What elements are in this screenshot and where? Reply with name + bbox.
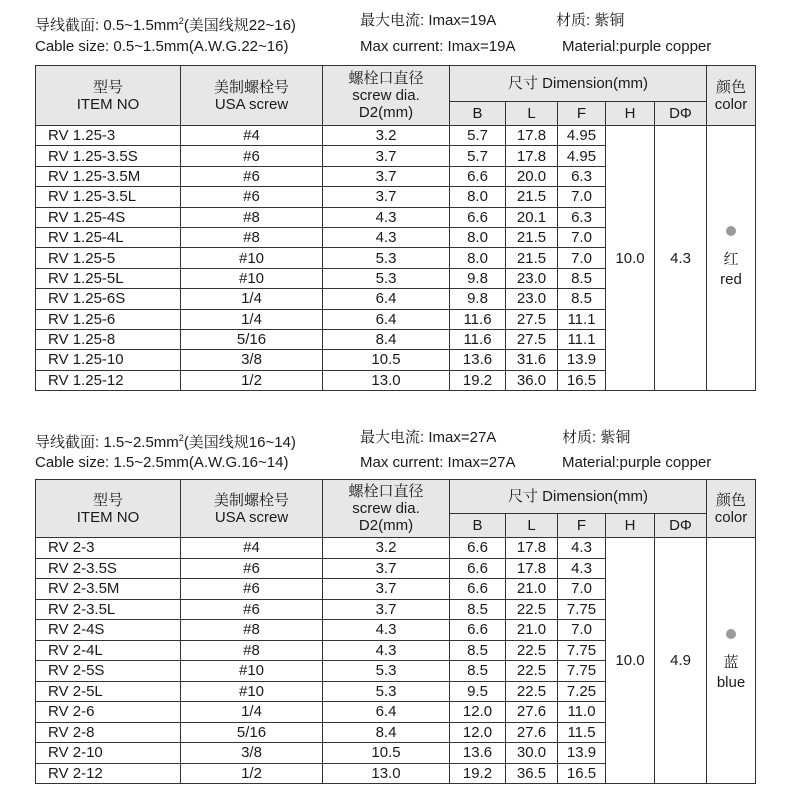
dim-b-cell: 13.6 [450,743,506,764]
header-diameter: 螺栓口直径 screw dia. D2(mm) [323,480,450,538]
dim-l-cell: 22.5 [506,661,558,682]
screw-dia-cell: 5.3 [323,248,450,268]
item-no-cell: RV 1.25-3 [36,126,181,146]
dim-l-cell: 21.5 [506,187,558,207]
header-b: B [450,102,506,126]
item-no-cell: RV 1.25-10 [36,350,181,370]
item-no-cell: RV 2-12 [36,763,181,784]
usa-screw-cell: 1/4 [181,309,323,329]
usa-screw-cell: #8 [181,207,323,227]
usa-screw-cell: #6 [181,187,323,207]
item-no-cell: RV 2-5S [36,661,181,682]
cable-size-en: Cable size: 0.5~1.5mm(A.W.G.22~16) [35,38,289,55]
dim-f-cell: 7.75 [558,640,606,661]
dim-b-cell: 6.6 [450,207,506,227]
dim-f-cell: 7.0 [558,248,606,268]
screw-dia-cell: 3.7 [323,579,450,600]
header-dphi: DΦ [655,102,707,126]
header-f: F [558,102,606,126]
awg-range-cn: (美国线规22~16) [183,17,296,34]
dim-l-cell: 22.5 [506,599,558,620]
screw-dia-cell: 4.3 [323,207,450,227]
awg-range-cn: (美国线规16~14) [183,434,296,451]
item-no-cell: RV 1.25-3.5S [36,146,181,166]
dim-l-cell: 22.5 [506,681,558,702]
usa-screw-cell: #4 [181,538,323,559]
table-body-1 [36,126,756,391]
dim-h-cell: 10.0 [606,126,655,391]
cable-section-cn: 导线截面: 0.5~1.5mm [35,17,179,34]
dim-f-cell: 7.25 [558,681,606,702]
item-no-cell: RV 2-3.5L [36,599,181,620]
dim-f-cell: 7.0 [558,187,606,207]
table-body-2 [36,538,756,784]
dim-b-cell: 8.5 [450,661,506,682]
dim-b-cell: 6.6 [450,538,506,559]
dim-f-cell: 7.0 [558,579,606,600]
max-current-en: Max current: Imax=27A [360,454,516,471]
dim-f-cell: 6.3 [558,166,606,186]
dim-f-cell: 7.75 [558,661,606,682]
color-cell [707,538,756,784]
dim-f-cell: 8.5 [558,289,606,309]
header-b: B [450,514,506,538]
header-l: L [506,514,558,538]
usa-screw-cell: #10 [181,681,323,702]
cable-section-sup: 2 [178,433,184,443]
usa-screw-cell: #6 [181,166,323,186]
dim-f-cell: 16.5 [558,370,606,390]
color-cell [707,126,756,391]
screw-dia-cell: 3.7 [323,187,450,207]
dim-b-cell: 8.0 [450,187,506,207]
dim-l-cell: 20.0 [506,166,558,186]
item-no-cell: RV 1.25-5 [36,248,181,268]
screw-dia-cell: 3.2 [323,126,450,146]
usa-screw-cell: 3/8 [181,350,323,370]
screw-dia-cell: 4.3 [323,227,450,247]
dim-l-cell: 27.6 [506,722,558,743]
screw-dia-cell: 8.4 [323,722,450,743]
dim-dphi-cell: 4.3 [655,126,707,391]
material-en: Material:purple copper [562,454,712,471]
color-name-cn: 红 [723,251,739,269]
usa-screw-cell: #8 [181,640,323,661]
usa-screw-cell: #6 [181,579,323,600]
dim-b-cell: 5.7 [450,146,506,166]
spec-table-2 [35,479,756,784]
dim-b-cell: 9.8 [450,289,506,309]
max-current-cn: 最大电流: Imax=27A [360,429,497,446]
dim-f-cell: 11.1 [558,309,606,329]
table-row [36,126,756,146]
screw-dia-cell: 10.5 [323,350,450,370]
dim-b-cell: 8.0 [450,227,506,247]
item-no-cell: RV 2-3.5S [36,558,181,579]
dim-h-cell: 10.0 [606,538,655,784]
header-diameter: 螺栓口直径 screw dia. D2(mm) [323,66,450,126]
dim-f-cell: 13.9 [558,350,606,370]
item-no-cell: RV 1.25-12 [36,370,181,390]
dim-b-cell: 8.0 [450,248,506,268]
dim-f-cell: 7.0 [558,227,606,247]
dim-f-cell: 6.3 [558,207,606,227]
dim-b-cell: 6.6 [450,579,506,600]
item-no-cell: RV 1.25-5L [36,268,181,288]
header-h: H [606,102,655,126]
item-no-cell: RV 2-8 [36,722,181,743]
dim-f-cell: 11.5 [558,722,606,743]
item-no-cell: RV 2-4S [36,620,181,641]
header-item: 型号 ITEM NO [36,480,181,538]
dim-l-cell: 17.8 [506,126,558,146]
dim-f-cell: 4.3 [558,558,606,579]
color-name-cn: 蓝 [723,653,739,671]
dim-l-cell: 20.1 [506,207,558,227]
usa-screw-cell: #6 [181,599,323,620]
dim-b-cell: 11.6 [450,309,506,329]
dim-f-cell: 4.3 [558,538,606,559]
dim-l-cell: 36.5 [506,763,558,784]
item-no-cell: RV 1.25-4S [36,207,181,227]
dim-l-cell: 30.0 [506,743,558,764]
color-name-en: red [720,271,742,289]
dim-b-cell: 8.5 [450,599,506,620]
usa-screw-cell: #4 [181,126,323,146]
dim-l-cell: 23.0 [506,268,558,288]
screw-dia-cell: 6.4 [323,309,450,329]
item-no-cell: RV 2-3.5M [36,579,181,600]
screw-dia-cell: 6.4 [323,702,450,723]
item-no-cell: RV 1.25-6 [36,309,181,329]
header-item: 型号 ITEM NO [36,66,181,126]
dim-dphi-cell: 4.9 [655,538,707,784]
screw-dia-cell: 3.7 [323,146,450,166]
item-no-cell: RV 2-6 [36,702,181,723]
dim-l-cell: 27.6 [506,702,558,723]
item-no-cell: RV 1.25-8 [36,329,181,349]
dim-f-cell: 11.0 [558,702,606,723]
item-no-cell: RV 2-3 [36,538,181,559]
usa-screw-cell: 1/2 [181,763,323,784]
usa-screw-cell: #6 [181,558,323,579]
max-current-en: Max current: Imax=19A [360,38,516,55]
screw-dia-cell: 5.3 [323,661,450,682]
material-cn: 材质: 紫铜 [556,12,625,29]
dim-l-cell: 17.8 [506,146,558,166]
max-current-cn: 最大电流: Imax=19A [360,12,497,29]
dim-l-cell: 23.0 [506,289,558,309]
dim-l-cell: 17.8 [506,558,558,579]
color-dot-icon [726,226,736,236]
color-dot-icon [726,629,736,639]
dim-b-cell: 9.8 [450,268,506,288]
dim-l-cell: 27.5 [506,329,558,349]
color-name-en: blue [716,673,746,691]
dim-f-cell: 16.5 [558,763,606,784]
dim-l-cell: 21.0 [506,620,558,641]
usa-screw-cell: #10 [181,248,323,268]
usa-screw-cell: #8 [181,227,323,247]
dim-b-cell: 19.2 [450,763,506,784]
dim-f-cell: 7.0 [558,620,606,641]
item-no-cell: RV 2-4L [36,640,181,661]
dim-f-cell: 11.1 [558,329,606,349]
item-no-cell: RV 2-5L [36,681,181,702]
dim-l-cell: 22.5 [506,640,558,661]
dim-b-cell: 9.5 [450,681,506,702]
header-dimension: 尺寸 Dimension(mm) [450,480,707,514]
dim-b-cell: 5.7 [450,126,506,146]
screw-dia-cell: 10.5 [323,743,450,764]
header-screw: 美制螺栓号 USA screw [181,66,323,126]
cable-section-cn: 导线截面: 1.5~2.5mm [35,434,179,451]
screw-dia-cell: 13.0 [323,763,450,784]
material-cn: 材质: 紫铜 [562,429,631,446]
dim-b-cell: 13.6 [450,350,506,370]
item-no-cell: RV 1.25-4L [36,227,181,247]
spec-table-1 [35,65,756,391]
usa-screw-cell: 3/8 [181,743,323,764]
dim-b-cell: 8.5 [450,640,506,661]
dim-l-cell: 27.5 [506,309,558,329]
header-color: 颜色 color [707,66,756,126]
dim-l-cell: 21.0 [506,579,558,600]
item-no-cell: RV 1.25-6S [36,289,181,309]
dim-l-cell: 36.0 [506,370,558,390]
cable-section-sup: 2 [178,16,184,26]
dim-f-cell: 4.95 [558,126,606,146]
dim-f-cell: 4.95 [558,146,606,166]
screw-dia-cell: 5.3 [323,681,450,702]
usa-screw-cell: 1/4 [181,702,323,723]
dim-f-cell: 13.9 [558,743,606,764]
header-h: H [606,514,655,538]
usa-screw-cell: #6 [181,146,323,166]
screw-dia-cell: 6.4 [323,289,450,309]
item-no-cell: RV 1.25-3.5M [36,166,181,186]
dim-l-cell: 21.5 [506,227,558,247]
usa-screw-cell: #10 [181,661,323,682]
dim-f-cell: 7.75 [558,599,606,620]
screw-dia-cell: 3.7 [323,558,450,579]
dim-l-cell: 21.5 [506,248,558,268]
dim-b-cell: 6.6 [450,166,506,186]
dim-b-cell: 19.2 [450,370,506,390]
dim-l-cell: 17.8 [506,538,558,559]
dim-b-cell: 11.6 [450,329,506,349]
dim-f-cell: 8.5 [558,268,606,288]
item-no-cell: RV 2-10 [36,743,181,764]
screw-dia-cell: 3.7 [323,599,450,620]
screw-dia-cell: 8.4 [323,329,450,349]
dim-b-cell: 12.0 [450,722,506,743]
table-row [36,538,756,559]
item-no-cell: RV 1.25-3.5L [36,187,181,207]
header-dphi: DΦ [655,514,707,538]
dim-l-cell: 31.6 [506,350,558,370]
dim-b-cell: 6.6 [450,558,506,579]
screw-dia-cell: 3.7 [323,166,450,186]
dim-b-cell: 12.0 [450,702,506,723]
material-en: Material:purple copper [562,38,712,55]
screw-dia-cell: 3.2 [323,538,450,559]
usa-screw-cell: #8 [181,620,323,641]
header-dimension: 尺寸 Dimension(mm) [450,66,707,102]
screw-dia-cell: 13.0 [323,370,450,390]
header-color: 颜色 color [707,480,756,538]
header-screw: 美制螺栓号 USA screw [181,480,323,538]
usa-screw-cell: #10 [181,268,323,288]
usa-screw-cell: 5/16 [181,722,323,743]
usa-screw-cell: 1/2 [181,370,323,390]
screw-dia-cell: 4.3 [323,640,450,661]
screw-dia-cell: 5.3 [323,268,450,288]
usa-screw-cell: 5/16 [181,329,323,349]
header-f: F [558,514,606,538]
dim-b-cell: 6.6 [450,620,506,641]
header-l: L [506,102,558,126]
usa-screw-cell: 1/4 [181,289,323,309]
cable-size-en: Cable size: 1.5~2.5mm(A.W.G.16~14) [35,454,289,471]
screw-dia-cell: 4.3 [323,620,450,641]
